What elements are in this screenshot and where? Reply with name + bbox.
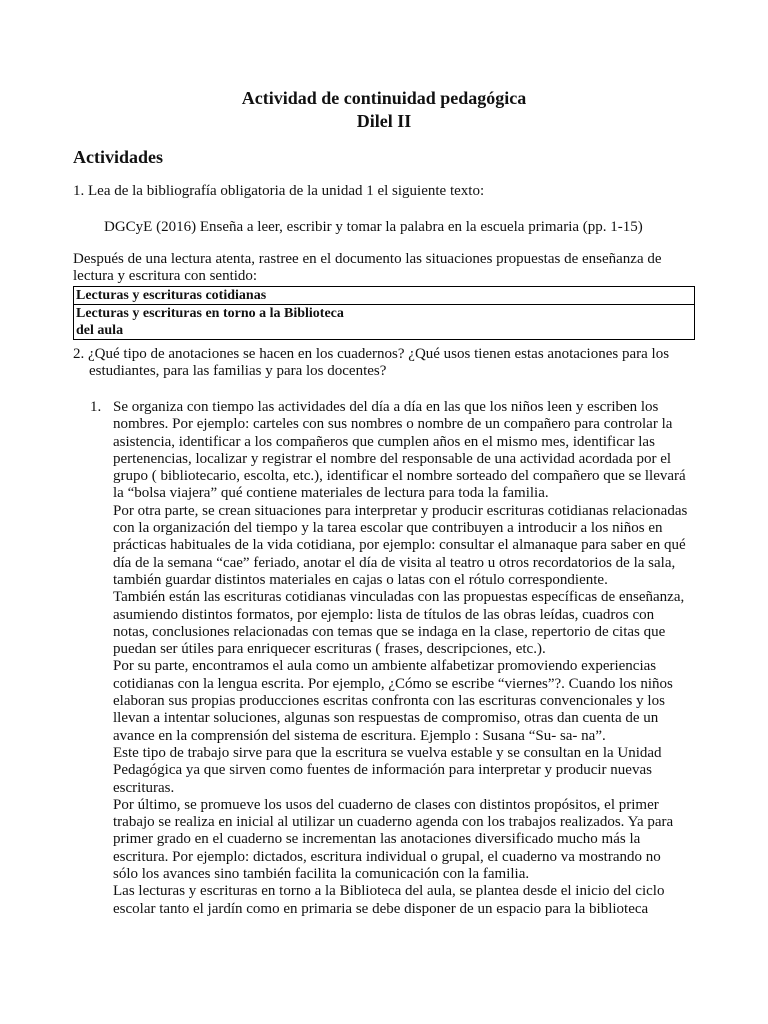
intro-paragraph: Después de una lectura atenta, rastree en el documento las situaciones propuestas de enseñanza de lectura y escritura con sentido: [73, 251, 662, 285]
answer-paragraph: Se organiza con tiempo las actividades del día a día en las que los niños leen y escriben los nombres. Por ejemplo: carteles con sus nombres o nombre de un compañero para controlar la asistencia, identificar a los compañeros que cumplen años en el mismo mes, identificar las pertenencias, localizar y registrar el nombre del responsable de una actividad acordada por el grupo ( bibliotecario, escolta, etc.), identificar el nombre sorteado del compañero que se llevará la “bolsa viajera” qué contiene materiales de lectura para toda la familia. [113, 399, 686, 502]
question-2 [73, 346, 693, 381]
table-row [74, 287, 695, 305]
answer-number: 1. [90, 399, 102, 415]
table-row [74, 305, 695, 340]
document-subtitle: Dilel II [356, 111, 412, 131]
table-cell: Lecturas y escrituras cotidianas [74, 287, 695, 305]
document-title: Actividad de continuidad pedagógica [241, 88, 527, 108]
answer-paragraph: Por su parte, encontramos el aula como un ambiente alfabetizar promoviendo experiencias cotidianas con la lengua escrita. Por ejemplo, ¿Cómo se escribe “viernes”?. Cuando los niños elaboran sus propias producciones escritas confronta con las escrituras convencionales y los llevan a intentar soluciones, algunas son respuestas de compromiso, otras dan cuenta de un avance en la comprensión del sistema de escritura. Ejemplo : Susana “Su- sa- na”. [113, 658, 673, 744]
question-1: 1. Lea de la bibliografía obligatoria de la unidad 1 el siguiente texto: [73, 183, 485, 199]
answer-paragraph: Las lecturas y escrituras en torno a la Biblioteca del aula, se plantea desde el inicio del ciclo escolar tanto el jardín como en primaria se debe disponer de un espacio para la biblioteca [113, 883, 665, 917]
section-heading: Actividades [73, 147, 163, 167]
answer-body [113, 399, 688, 918]
answer-paragraph: Por otra parte, se crean situaciones para interpretar y producir escrituras cotidianas relacionadas con la organización del tiempo y la tarea escolar que contribuyen a introducir a los niños en prácticas habituales de la vida cotidiana, por ejemplo: consultar el almanaque para saber en qué día de la semana “cae” feriado, anotar el día de visita al teatro u otros recordatorios de la sala, también guardar distintos materiales en cajas o latas con el rótulo correspondiente. [113, 502, 688, 588]
table-cell [74, 305, 695, 340]
answer-paragraph: Este tipo de trabajo sirve para que la escritura se vuelva estable y se consultan en la Unidad Pedagógica ya que sirven como fuentes de información para interpretar y producir nuevas escrituras. [113, 744, 662, 796]
situations-table [73, 286, 695, 340]
answer-paragraph: También están las escrituras cotidianas vinculadas con las propuestas específicas de enseñanza, asumiendo distintos formatos, por ejemplo: lista de títulos de las obras leídas, cuadros con notas, conclusiones relacionadas con temas que se indaga en la clase, repertorio de citas que puedan ser útiles para enriquecer escrituras ( frases, descripciones, etc.). [113, 589, 685, 658]
question-2-line: estudiantes, para las familias y para los docentes? [89, 363, 387, 380]
bibliography-reference: DGCyE (2016) Enseña a leer, escribir y tomar la palabra en la escuela primaria (pp. 1-15) [104, 219, 643, 235]
answer-paragraph: Por último, se promueve los usos del cuaderno de clases con distintos propósitos, el primer trabajo se realiza en inicial al utilizar un cuaderno agenda con los trabajos realizados. Ya para primer grado en el cuaderno se incrementan las anotaciones diversificado mucho más la escritura. Por ejemplo: dictados, escritura individual o grupal, el cuaderno va mostrando no sólo los avances sino también facilita la comunicación con la familia. [113, 796, 674, 883]
table-cell-line: del aula [76, 323, 124, 338]
table-cell-line: Lecturas y escrituras en torno a la Biblioteca [76, 306, 344, 321]
question-2-line: 2. ¿Qué tipo de anotaciones se hacen en los cuadernos? ¿Qué usos tienen estas anotaciones para los [73, 346, 670, 362]
